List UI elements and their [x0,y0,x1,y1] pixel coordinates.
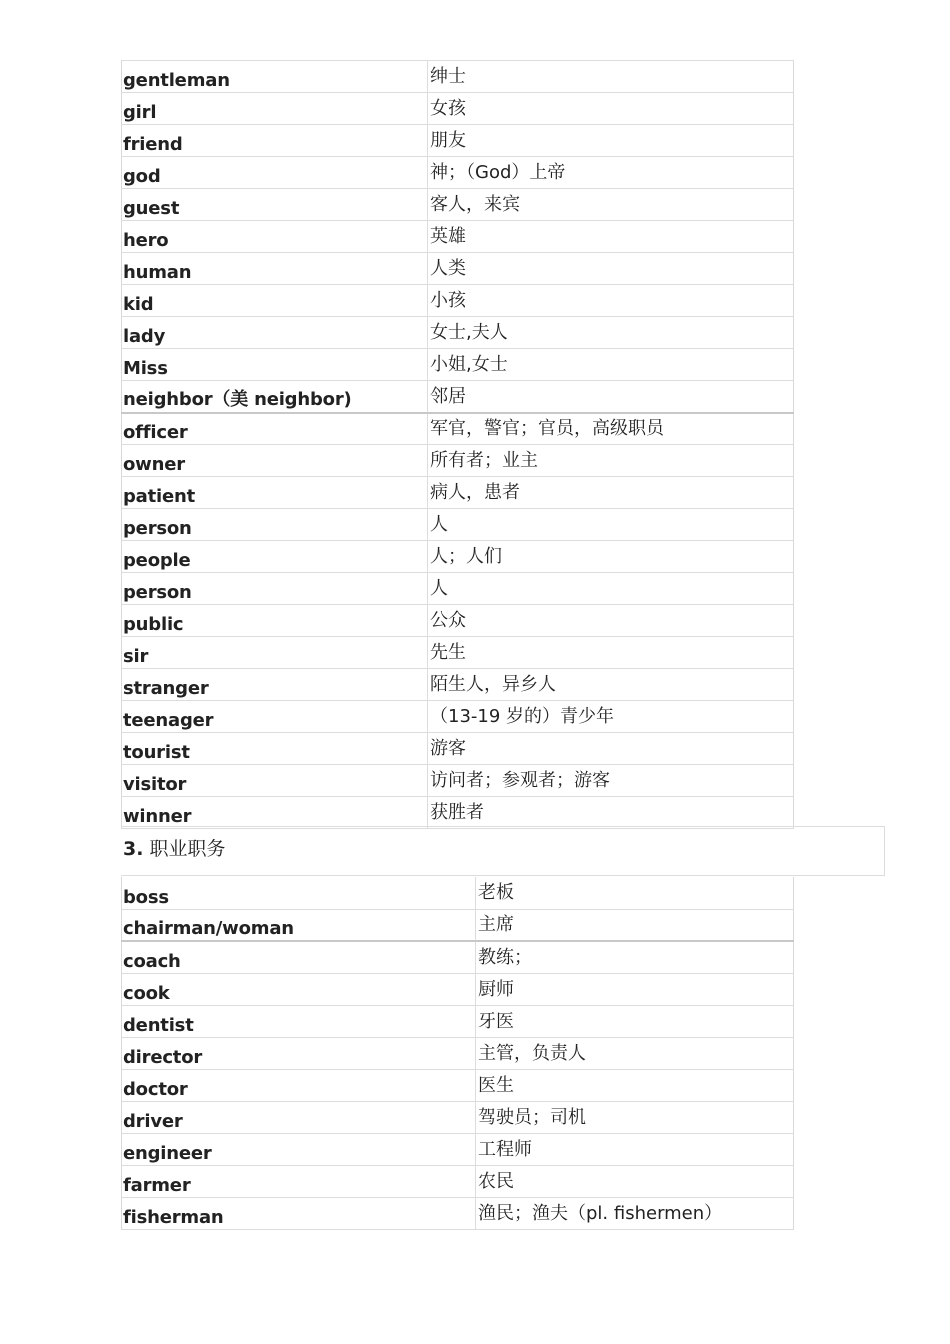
word-cell: engineer [122,1133,476,1165]
table-row [122,573,794,605]
section-heading [121,826,885,876]
table-row [122,285,794,317]
word-cell: public [122,605,428,637]
meaning-cell: 驾驶员；司机 [476,1101,794,1133]
meaning-cell: 牙医 [476,1005,794,1037]
table-row [122,909,794,941]
table-row [122,93,794,125]
table-row [122,1165,794,1197]
meaning-cell: 客人，来宾 [428,189,794,221]
word-cell: cook [122,973,476,1005]
word-cell: girl [122,93,428,125]
table-row [122,973,794,1005]
table-row [122,1197,794,1229]
meaning-cell: 老板 [476,877,794,909]
meaning-cell: 教练； [476,941,794,973]
meaning-cell: 陌生人，异乡人 [428,669,794,701]
table-row [122,637,794,669]
word-cell: officer [122,413,428,445]
meaning-cell: 先生 [428,637,794,669]
word-cell: god [122,157,428,189]
word-cell: human [122,253,428,285]
meaning-cell: 厨师 [476,973,794,1005]
table-row [122,413,794,445]
table-row [122,1069,794,1101]
word-cell: director [122,1037,476,1069]
word-cell: winner [122,797,428,829]
meaning-cell: 医生 [476,1069,794,1101]
word-cell: stranger [122,669,428,701]
meaning-cell: 神；（God）上帝 [428,157,794,189]
word-cell: person [122,509,428,541]
word-cell: boss [122,877,476,909]
table-row [122,61,794,93]
meaning-cell: 农民 [476,1165,794,1197]
meaning-cell: 游客 [428,733,794,765]
meaning-cell: 邻居 [428,381,794,413]
word-cell: owner [122,445,428,477]
word-cell: teenager [122,701,428,733]
word-cell: people [122,541,428,573]
word-cell: Miss [122,349,428,381]
meaning-cell: 人 [428,573,794,605]
word-cell: sir [122,637,428,669]
meaning-cell: 小孩 [428,285,794,317]
word-cell: fisherman [122,1197,476,1229]
word-cell: farmer [122,1165,476,1197]
table-row [122,157,794,189]
meaning-cell: 军官，警官；官员，高级职员 [428,413,794,445]
table-row [122,605,794,637]
word-cell: lady [122,317,428,349]
word-cell: patient [122,477,428,509]
meaning-cell: 朋友 [428,125,794,157]
meaning-cell: 所有者；业主 [428,445,794,477]
meaning-cell: 英雄 [428,221,794,253]
meaning-cell: 绅士 [428,61,794,93]
table-row [122,253,794,285]
meaning-cell: 公众 [428,605,794,637]
word-cell: person [122,573,428,605]
table-row [122,125,794,157]
word-cell: friend [122,125,428,157]
word-cell: dentist [122,1005,476,1037]
table-row [122,765,794,797]
table-row [122,509,794,541]
table-row [122,1133,794,1165]
table-row [122,349,794,381]
table-row [122,941,794,973]
word-cell: tourist [122,733,428,765]
meaning-cell: 病人，患者 [428,477,794,509]
word-cell: hero [122,221,428,253]
meaning-cell: 人 [428,509,794,541]
meaning-cell: 主管，负责人 [476,1037,794,1069]
meaning-cell: 访问者；参观者；游客 [428,765,794,797]
meaning-cell: 获胜者 [428,797,794,829]
word-cell: gentleman [122,61,428,93]
meaning-cell: 小姐,女士 [428,349,794,381]
word-cell: kid [122,285,428,317]
vocabulary-table-people [121,60,794,829]
meaning-cell: 工程师 [476,1133,794,1165]
meaning-cell: 人；人们 [428,541,794,573]
table-row [122,1005,794,1037]
meaning-cell: 主席 [476,909,794,941]
table-row [122,797,794,829]
meaning-cell: 女士,夫人 [428,317,794,349]
table-row [122,189,794,221]
meaning-cell: 女孩 [428,93,794,125]
word-cell: doctor [122,1069,476,1101]
meaning-cell: 人类 [428,253,794,285]
table-row [122,221,794,253]
table-row [122,541,794,573]
section-number: 3. [123,838,144,860]
word-cell: coach [122,941,476,973]
table-row [122,701,794,733]
meaning-cell: 渔民；渔夫（pl. fishermen） [476,1197,794,1229]
meaning-cell: （13-19 岁的）青少年 [428,701,794,733]
table-row [122,381,794,413]
table-row [122,477,794,509]
table-row [122,1101,794,1133]
section-title: 职业职务 [149,838,226,860]
word-cell: guest [122,189,428,221]
word-cell: driver [122,1101,476,1133]
table-row [122,669,794,701]
table-row [122,445,794,477]
table-row [122,317,794,349]
table-row [122,733,794,765]
word-cell: visitor [122,765,428,797]
vocabulary-table-occupations [121,877,794,1230]
word-cell: neighbor（美 neighbor) [122,381,428,413]
word-cell: chairman/woman [122,909,476,941]
table-row [122,877,794,909]
table-row [122,1037,794,1069]
